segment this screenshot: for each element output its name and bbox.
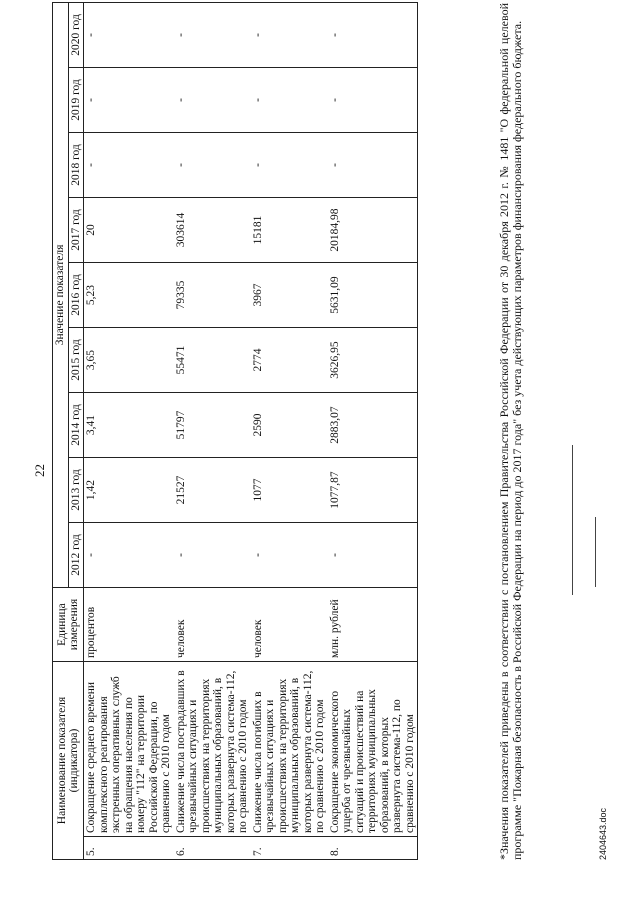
- header-year: 2014 год: [68, 393, 84, 458]
- indicator-value: -: [328, 2, 418, 67]
- indicator-value: -: [328, 68, 418, 133]
- row-number: 8.: [328, 837, 418, 860]
- header-year: 2013 год: [68, 458, 84, 523]
- indicator-name: Сокращение экономического ущерба от чрезвычайных ситуаций и происшествий на территориях муниципальных образований, в которых развернута система-112, по сравнению с 2010 годом: [328, 662, 418, 837]
- header-values-group: Значение показателя: [53, 2, 69, 587]
- footnote: *Значения показателей приведены в соответствии с постановлением Правительства Российской Федерации от 30 декабря 2012 г. № 1481 "О федеральной целевой программе "Пожарная безопасность в Российской Федерации на период до 2017 года" без учета действующих параметров финансирования федерального бюджета.: [497, 3, 524, 860]
- header-year: 2016 год: [68, 263, 84, 328]
- indicator-value: -: [174, 133, 251, 198]
- indicator-value: -: [251, 68, 328, 133]
- indicator-value: 303614: [174, 198, 251, 263]
- indicator-value: 1,42: [84, 458, 174, 523]
- indicator-value: -: [328, 133, 418, 198]
- indicator-name: Снижение числа пострадавших в чрезвычайных ситуациях и происшествиях на территориях муниципальных образований, в которых развернута система-112, по сравнению с 2010 годом: [174, 662, 251, 837]
- indicator-value: 15181: [251, 198, 328, 263]
- indicator-unit: млн. рублей: [328, 588, 418, 662]
- header-unit: Единица измерения: [53, 588, 84, 662]
- indicator-value: 5,23: [84, 263, 174, 328]
- header-year: 2017 год: [68, 198, 84, 263]
- indicator-unit: человек: [174, 588, 251, 662]
- indicator-value: 1077: [251, 458, 328, 523]
- document-code: 2404643.doc: [598, 807, 608, 860]
- indicator-value: 21527: [174, 458, 251, 523]
- indicator-value: 2883,07: [328, 393, 418, 458]
- table-body: [84, 2, 418, 859]
- table-row: [251, 2, 328, 859]
- indicator-value: 3626,95: [328, 328, 418, 393]
- row-number: 6.: [174, 837, 251, 860]
- indicator-value: 5631,09: [328, 263, 418, 328]
- header-year: 2015 год: [68, 328, 84, 393]
- indicator-unit: человек: [251, 588, 328, 662]
- indicator-value: -: [251, 2, 328, 67]
- indicator-value: 20184,98: [328, 198, 418, 263]
- indicator-value: -: [84, 2, 174, 67]
- table-row: [84, 2, 174, 859]
- indicator-name: Снижение числа погибших в чрезвычайных ситуациях и происшествиях на территориях муниципальных образований, в которых развернута система-112, по сравнению с 2010 годом: [251, 662, 328, 837]
- indicator-value: 55471: [174, 328, 251, 393]
- indicator-value: 3967: [251, 263, 328, 328]
- indicator-name: Сокращение среднего времени комплексного реагирования экстренных оперативных служб на обращения населения по номеру "112" на территории Российской Федерации, по сравнению с 2010 годом: [84, 662, 174, 837]
- table-row: [174, 2, 251, 859]
- indicator-value: 79335: [174, 263, 251, 328]
- indicator-value: 51797: [174, 393, 251, 458]
- header-year: 2012 год: [68, 523, 84, 588]
- indicator-value: 1077,87: [328, 458, 418, 523]
- table-row: [328, 2, 418, 859]
- header-year: 2020 год: [68, 2, 84, 67]
- indicators-table: [52, 2, 418, 860]
- indicator-value: -: [174, 68, 251, 133]
- indicator-value: -: [251, 523, 328, 588]
- indicator-value: 3,65: [84, 328, 174, 393]
- separator-line-short: [595, 517, 596, 587]
- header-year: 2018 год: [68, 133, 84, 198]
- indicator-value: 20: [84, 198, 174, 263]
- indicator-value: -: [328, 523, 418, 588]
- row-number: 7.: [251, 837, 328, 860]
- indicator-unit: процентов: [84, 588, 174, 662]
- header-year: 2019 год: [68, 68, 84, 133]
- separator-line: [572, 445, 573, 595]
- indicator-value: -: [84, 133, 174, 198]
- indicator-value: -: [251, 133, 328, 198]
- indicator-value: -: [174, 2, 251, 67]
- indicator-value: 3,41: [84, 393, 174, 458]
- page-number: 22: [32, 464, 47, 477]
- indicator-value: 2774: [251, 328, 328, 393]
- indicator-value: 2590: [251, 393, 328, 458]
- indicator-value: -: [84, 523, 174, 588]
- indicator-value: -: [84, 68, 174, 133]
- header-name: Наименование показателя (индикатора): [53, 662, 84, 860]
- row-number: 5.: [84, 837, 174, 860]
- indicator-value: -: [174, 523, 251, 588]
